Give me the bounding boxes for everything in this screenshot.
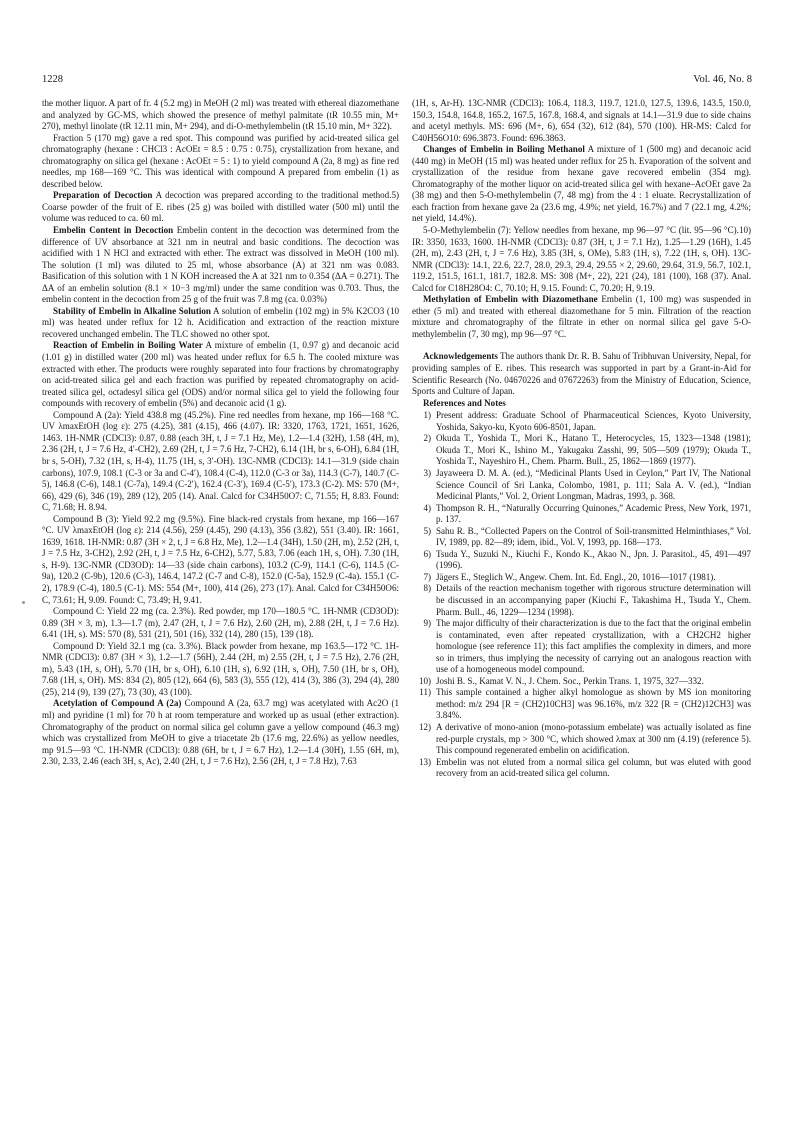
margin-mark xyxy=(22,601,25,604)
reference-text: A derivative of mono-anion (mono-potassium embelate) was actually isolated as fine red-purple crystals, mp > 300 °C, which showed λmax at 300 nm (4.19) (reference 5). This compound regenerated embelin on acidification. xyxy=(436,721,751,756)
reference-item xyxy=(412,549,751,572)
reference-text: Tsuda Y., Suzuki N., Kiuchi F., Kondo K., Akao N., Jpn. J. Parasitol., 45, 491—497 (1996). xyxy=(436,548,751,571)
page-number: 1228 xyxy=(42,74,63,85)
reference-item xyxy=(412,722,751,757)
reference-item xyxy=(412,618,751,676)
reference-number: 3) xyxy=(423,467,431,478)
reference-number: 12) xyxy=(418,721,431,732)
right-column xyxy=(412,98,751,780)
section-heading: Changes of Embelin in Boiling Methanol xyxy=(423,144,585,155)
reference-number: 13) xyxy=(418,756,431,767)
paragraph xyxy=(42,225,399,306)
reference-item xyxy=(412,433,751,468)
reference-item xyxy=(412,687,751,722)
reference-text: Jayaweera D. M. A. (ed.), “Medicinal Plants Used in Ceylon,” Part IV, The National Science Council of Sri Lanka, Colombo, 1981, p. 111; Sala A. V. (ed.), “Indian Medicinal Plants,” Vol. 2, Orient Longman, Madras, 1993, p. 368. xyxy=(436,467,751,502)
reference-item xyxy=(412,410,751,433)
reference-number: 9) xyxy=(423,618,431,629)
reference-item xyxy=(412,503,751,526)
section-heading: Methylation of Embelin with Diazomethane xyxy=(423,294,598,305)
paragraph-text: A decoction was prepared according to the traditional method.5) Coarse powder of the fruit of E. ribes (25 g) was boiled with distilled water (500 ml) until the volume was reduced to ca. 60 ml. xyxy=(42,190,400,224)
left-column xyxy=(42,98,399,768)
acknowledgements xyxy=(412,351,751,397)
reference-text: Present address: Graduate School of Pharmaceutical Sciences, Kyoto University, Yoshida, Sakyo-ku, Kyoto 606-8501, Japan. xyxy=(436,410,751,432)
paragraph: 5-O-Methylembelin (7): Yellow needles from hexane, mp 96—97 °C (lit. 95—96 °C).10) IR: 3350, 1633, 1600. 1H-NMR (CDCl3): 0.87 (3H, t, J = 7.1 Hz), 1.25—1.29 (16H), 1.45 (2H, m), 2.43 (2H, t, J = 7.6 Hz), 3.85 (3H, s, OMe), 5.83 (1H, s), 7.22 (1H, s, OH). 13C-NMR (CDCl3): 14.1, 22.6, 22.7, 28.0, 29.3, 29.4, 29.55 × 2, 29.60, 29.64, 31.9, 56.7, 102.1, 119.2, 151.5, 161.1, 181.7, 182.8. MS: 308 (M+, 22), 221 (24), 181 (100), 168 (37). Anal. Calcd for C18H28O4: C, 70.10; H, 9.15. Found: C, 70.20; H, 9.19. xyxy=(412,225,751,293)
paragraph-text: A mixture of embelin (1, 0.97 g) and decanoic acid (1.01 g) in distilled water (200 ml) was heated under reflux for 6.5 h. The cooled mixture was extracted with ether. The products were roughly separated into four fractions by chromatography on acid-treated silica gel and each fraction was purified by repeated chromatography on acid-treated silica gel, octadesyl silica gel (ODS) and/or normal silica gel to yield the following four compounds with recovery of embelin (5%) and decanoic acid (1 g). xyxy=(42,340,399,409)
section-heading: Embelin Content in Decoction xyxy=(53,225,174,236)
reference-number: 1) xyxy=(423,410,431,421)
reference-text: Jägers E., Steglich W., Angew. Chem. Int. Ed. Engl., 20, 1016—1017 (1981). xyxy=(436,571,716,582)
paragraph: Fraction 5 (170 mg) gave a red spot. This compound was purified by acid-treated silica gel chromatography (hexane : CHCl3 : AcOEt = 8.5 : 0.75 : 0.75), crystallization from hexane, and chromatography on silica gel (hexane : AcOEt = 5 : 1) to yield compound A (2a, 8 mg) as fine red needles, mp 168—169 °C. This was identical with compound A prepared from embelin (1) as described below. xyxy=(42,132,399,189)
reference-item xyxy=(412,572,751,584)
section-heading: Stability of Embelin in Alkaline Solution xyxy=(53,305,211,316)
reference-text: Thompson R. H., “Naturally Occurring Quinones,” Academic Press, New York, 1971, p. 137. xyxy=(436,502,751,525)
reference-number: 5) xyxy=(423,525,431,536)
references-list xyxy=(412,410,751,780)
paragraph: (1H, s, Ar-H). 13C-NMR (CDCl3): 106.4, 118.3, 119.7, 121.0, 127.5, 139.6, 143.5, 150.0, 150.3, 154.8, 164.8, 165.2, 167.5, 167.8, 168.4, and signals at 14.1—31.9 due to side chains and acetyl methyls. MS: 696 (M+, 6), 654 (32), 612 (84), 570 (100). HR-MS: Calcd for C40H56O10: 696.3873. Found: 696.3863. xyxy=(412,98,751,143)
paragraph: Compound C: Yield 22 mg (ca. 2.3%). Red powder, mp 170—180.5 °C. 1H-NMR (CD3OD): 0.89 (3H × 3, m), 1.3—1.7 (m), 2.47 (2H, t, J = 7.6 Hz), 2.60 (2H, m), 2.88 (2H, t, J = 7.6 Hz). 6.41 (1H, s). MS: 570 (8), 531 (21), 501 (16), 332 (14), 280 (15), 139 (18). xyxy=(42,606,399,640)
reference-number: 6) xyxy=(423,548,431,559)
journal-volume: Vol. 46, No. 8 xyxy=(693,74,752,85)
section-heading: Acknowledgements xyxy=(423,351,498,362)
paragraph-text: A solution of embelin (102 mg) in 5% K2CO3 (10 ml) was heated under reflux for 12 h. Acidification and extraction of the reaction mixture recovered unchanged embelin. The TLC showed no other spot. xyxy=(42,305,399,339)
reference-text: Embelin was not eluted from a normal silica gel column, but was eluted with good recovery from an acid-treated silica gel column. xyxy=(436,756,751,779)
paragraph xyxy=(412,294,751,340)
reference-text: Okuda T., Yoshida T., Mori K., Hatano T., Heterocycles, 15, 1323—1348 (1981); Okuda T., Mori K., Ishino M., Yakugaku Zasshi, 99, 505—509 (1979); Okuda T., Yoshida T., Nayeshiro H., Chem. Pharm. Bull., 25, 1862—1869 (1977). xyxy=(436,433,751,467)
reference-item xyxy=(412,526,751,549)
paragraph: Compound D: Yield 32.1 mg (ca. 3.3%). Black powder from hexane, mp 163.5—172 °C. 1H-NMR (CDCl3): 0.87 (3H × 3), 1.2—1.7 (56H), 2.44 (2H, m) 2.55 (2H, t, J = 7.5 Hz), 2.76 (2H, m), 5.43 (1H, s, OH), 5.70 (1H, br s, OH), 6.10 (1H, s), 6.92 (1H, s, OH), 7.50 (1H, br s, OH), 7.68 (1H, s, OH). MS: 834 (2), 805 (12), 664 (6), 583 (3), 555 (12), 414 (3), 386 (3), 294 (4), 280 (25), 214 (9), 139 (27), 73 (30), 43 (100). xyxy=(42,640,399,697)
section-heading: Preparation of Decoction xyxy=(53,190,153,201)
paragraph xyxy=(412,144,751,225)
reference-number: 10) xyxy=(418,675,431,686)
paragraph xyxy=(42,306,399,341)
reference-number: 11) xyxy=(419,687,431,698)
paragraph: Compound A (2a): Yield 438.8 mg (45.2%). Fine red needles from hexane, mp 166—168 °C. UV λmaxEtOH (log ε): 275 (4.25), 381 (4.15), 466 (4.07). IR: 3320, 1763, 1721, 1651, 1626, 1463. 1H-NMR (CDCl3): 0.87, 0.88 (each 3H, t, J = 7.1 Hz, Me), 1.2—1.4 (32H), 1.58 (4H, m), 2.36 (2H, t, J = 7.6 Hz, 4′-CH2), 2.69 (2H, t, J = 7.6 Hz, 7-CH2), 6.14 (1H, br s, 6-OH), 6.84 (1H, br s, 5-OH), 7.32 (1H, s, H-4), 11.75 (1H, s, 3′-OH). 13C-NMR (CDCl3): 14.1—31.9 (side chain carbons), 107.9, 108.1 (C-3 or 3a and C-4′), 108.4 (C-4), 112.0 (C-3 or 3a), 114.3 (C-7), 140.7 (C-5), 146.8 (C-6), 148.1 (C-7a), 149.4 (C-2′), 162.4 (C-3′), 169.4 (C-5′), 173.3 (C-2). MS: 570 (M+, 66), 429 (6), 346 (19), 289 (12), 205 (14). Anal. Calcd for C34H50O7: C, 71.55; H, 8.83. Found: C, 71.68; H. 8.94. xyxy=(42,409,399,513)
reference-item xyxy=(412,757,751,780)
reference-item xyxy=(412,583,751,618)
reference-text: Joshi B. S., Kamat V. N., J. Chem. Soc., Perkin Trans. 1, 1975, 327—332. xyxy=(436,675,704,686)
paragraph-text: The authors thank Dr. R. B. Sahu of Tribhuvan University, Nepal, for providing samples of E. ribes. This research was supported in part by a Grant-in-Aid for Scientific Research (No. 04670226 and 07672263) from the Ministry of Education, Science, Sports and Culture of Japan. xyxy=(412,351,751,397)
references-heading: References and Notes xyxy=(423,397,506,408)
reference-text: This sample contained a higher alkyl homologue as shown by MS ion monitoring method: m/z 294 [R = (CH2)10CH3] was 96.16%, m/z 322 [R = (CH2)12CH3] was 3.84%. xyxy=(436,687,751,721)
reference-number: 7) xyxy=(423,571,431,582)
paragraph-text: A mixture of 1 (500 mg) and decanoic acid (440 mg) in MeOH (15 ml) was heated under reflux for 25 h. Evaporation of the solvent and crystallization of the residue from hexane gave recovered embelin (354 mg). Chromatography of the mother liquor on acid-treated silica gel with hexane–AcOEt gave 2a (38 mg) and then 5-O-methylembelin (7, 48 mg) from the 4 : 1 eluate. Recrystallization of each fraction from hexane gave 2a (23.6 mg, 4.9%; net yield, 16.7%) and 7 (22.1 mg, 4.2%; net yield, 14.4%). xyxy=(412,144,751,224)
reference-number: 4) xyxy=(423,502,431,513)
reference-number: 2) xyxy=(423,433,431,444)
paragraph-text: Embelin (1, 100 mg) was suspended in ether (5 ml) and treated with ethereal diazomethane for 5 min. Filtration of the reaction mixture and chromatography of the filtrate in ether on normal silica gel gave 5-O-methylembelin (7, 30 mg), mp 96—97 °C. xyxy=(412,294,752,339)
reference-text: Details of the reaction mechanism together with rigorous structure determination will be discussed in an accompanying paper (Kiuchi F., Takashima H., Tsuda Y., Chem. Pharm. Bull., 46, 1229—1234 (1998). xyxy=(436,583,751,617)
paragraph-text: Compound A (2a, 63.7 mg) was acetylated with Ac2O (1 ml) and pyridine (1 ml) for 70 h at room temperature and worked up as usual (ether extraction). Chromatography of the product on normal silica gel column gave a yellow compound (46.3 mg) which was crystallized from MeOH to give a triacetate 2b (17.6 mg, 22.6%) as yellow needles, mp 91.5—93 °C. 1H-NMR (CDCl3): 0.88 (6H, br t, J = 6.7 Hz), 1.2—1.4 (30H), 1.55 (6H, m), 2.30, 2.33, 2.46 (each 3H, s, Ac), 2.40 (2H, t, J = 7.6 Hz), 2.56 (2H, t, J = 7.8 Hz), 7.63 xyxy=(42,698,400,767)
reference-text: Sahu R. B., “Collected Papers on the Control of Soil-transmitted Helminthiases,” Vol. IV, 1989, pp. 82—89; idem, ibid., Vol. V, 1993, pp. 168—173. xyxy=(436,525,751,548)
paragraph-text: Embelin content in the decoction was determined from the difference of UV absorbance at 321 nm in neutral and basic conditions. The decoction was acidified with 1 N HCl and extracted with ether. The extract was dissolved in MeOH (100 ml). The solution (1 ml) was diluted to 25 ml, whose absorbance (A) at 321 nm was 0.083. Basification of this solution with 1 N KOH increased the A at 321 nm to 0.354 (ΔA = 0.271). The ΔA of an embelin solution (8.1 × 10−3 mg/ml) under the same condition was 0.703. Thus, the embelin content in the decoction from 25 g of the fruit was 7.8 mg (ca. 0.03%) xyxy=(42,225,399,305)
section-heading: Acetylation of Compound A (2a) xyxy=(53,698,182,709)
paragraph xyxy=(42,340,399,409)
paragraph: the mother liquor. A part of fr. 4 (5.2 mg) in MeOH (2 ml) was treated with ethereal diazomethane and analyzed by GC-MS, which showed the presence of methyl palmitate (tR 10.55 min, M+ 270), methyl linolate (tR 12.11 min, M+ 294), and di-O-methylembelin (tR 15.10 min, M+ 322). xyxy=(42,98,399,132)
paragraph: Compound B (3): Yield 92.2 mg (9.5%). Fine black-red crystals from hexane, mp 166—167 °C. UV λmaxEtOH (log ε): 214 (4.56), 259 (4.45), 290 (4.13), 356 (3.82), 551 (3.40). IR: 1661, 1639, 1618. 1H-NMR: 0.87 (3H × 2, t, J = 6.8 Hz, Me), 1.2—1.4 (34H), 1.50 (2H, m), 2.52 (2H, t, J = 7.5 Hz, 3-CH2), 2.92 (2H, t, J = 7.5 Hz, 6-CH2), 5.77, 5.83, 7.06 (each 1H, s, OH). 7.30 (1H, s, H-9). 13C-NMR (CD3OD): 14—33 (side chain carbons), 103.2 (C-9), 114.1 (C-6), 114.5 (C-9a), 120.2 (C-9b), 120.6 (C-3), 146.4, 147.2 (C-7 and C-8), 152.0 (C-5a), 152.9 (C-4a). 155.1 (C-2), 178.9 (C-4), 180.5 (C-1). MS: 554 (M+, 100), 414 (26), 273 (17). Anal. Calcd for C34H50O6: C, 73.61; H, 9.09. Found: C, 73.49; H, 9.41. xyxy=(42,513,399,605)
reference-item xyxy=(412,676,751,688)
reference-text: The major difficulty of their characterization is due to the fact that the original embelin is contaminated, even after repeated crystallization, with a CH2CH2 higher homologue (see reference 11); this fact amplifies the complexity in dimers, and more so in trimers, thus implying the necessity of carrying out an analogous reaction with use of a homogeneous model compound. xyxy=(436,618,751,675)
paragraph xyxy=(42,698,399,767)
paragraph xyxy=(42,190,399,225)
reference-item xyxy=(412,468,751,503)
reference-number: 8) xyxy=(423,583,431,594)
section-heading: Reaction of Embelin in Boiling Water xyxy=(53,340,203,351)
